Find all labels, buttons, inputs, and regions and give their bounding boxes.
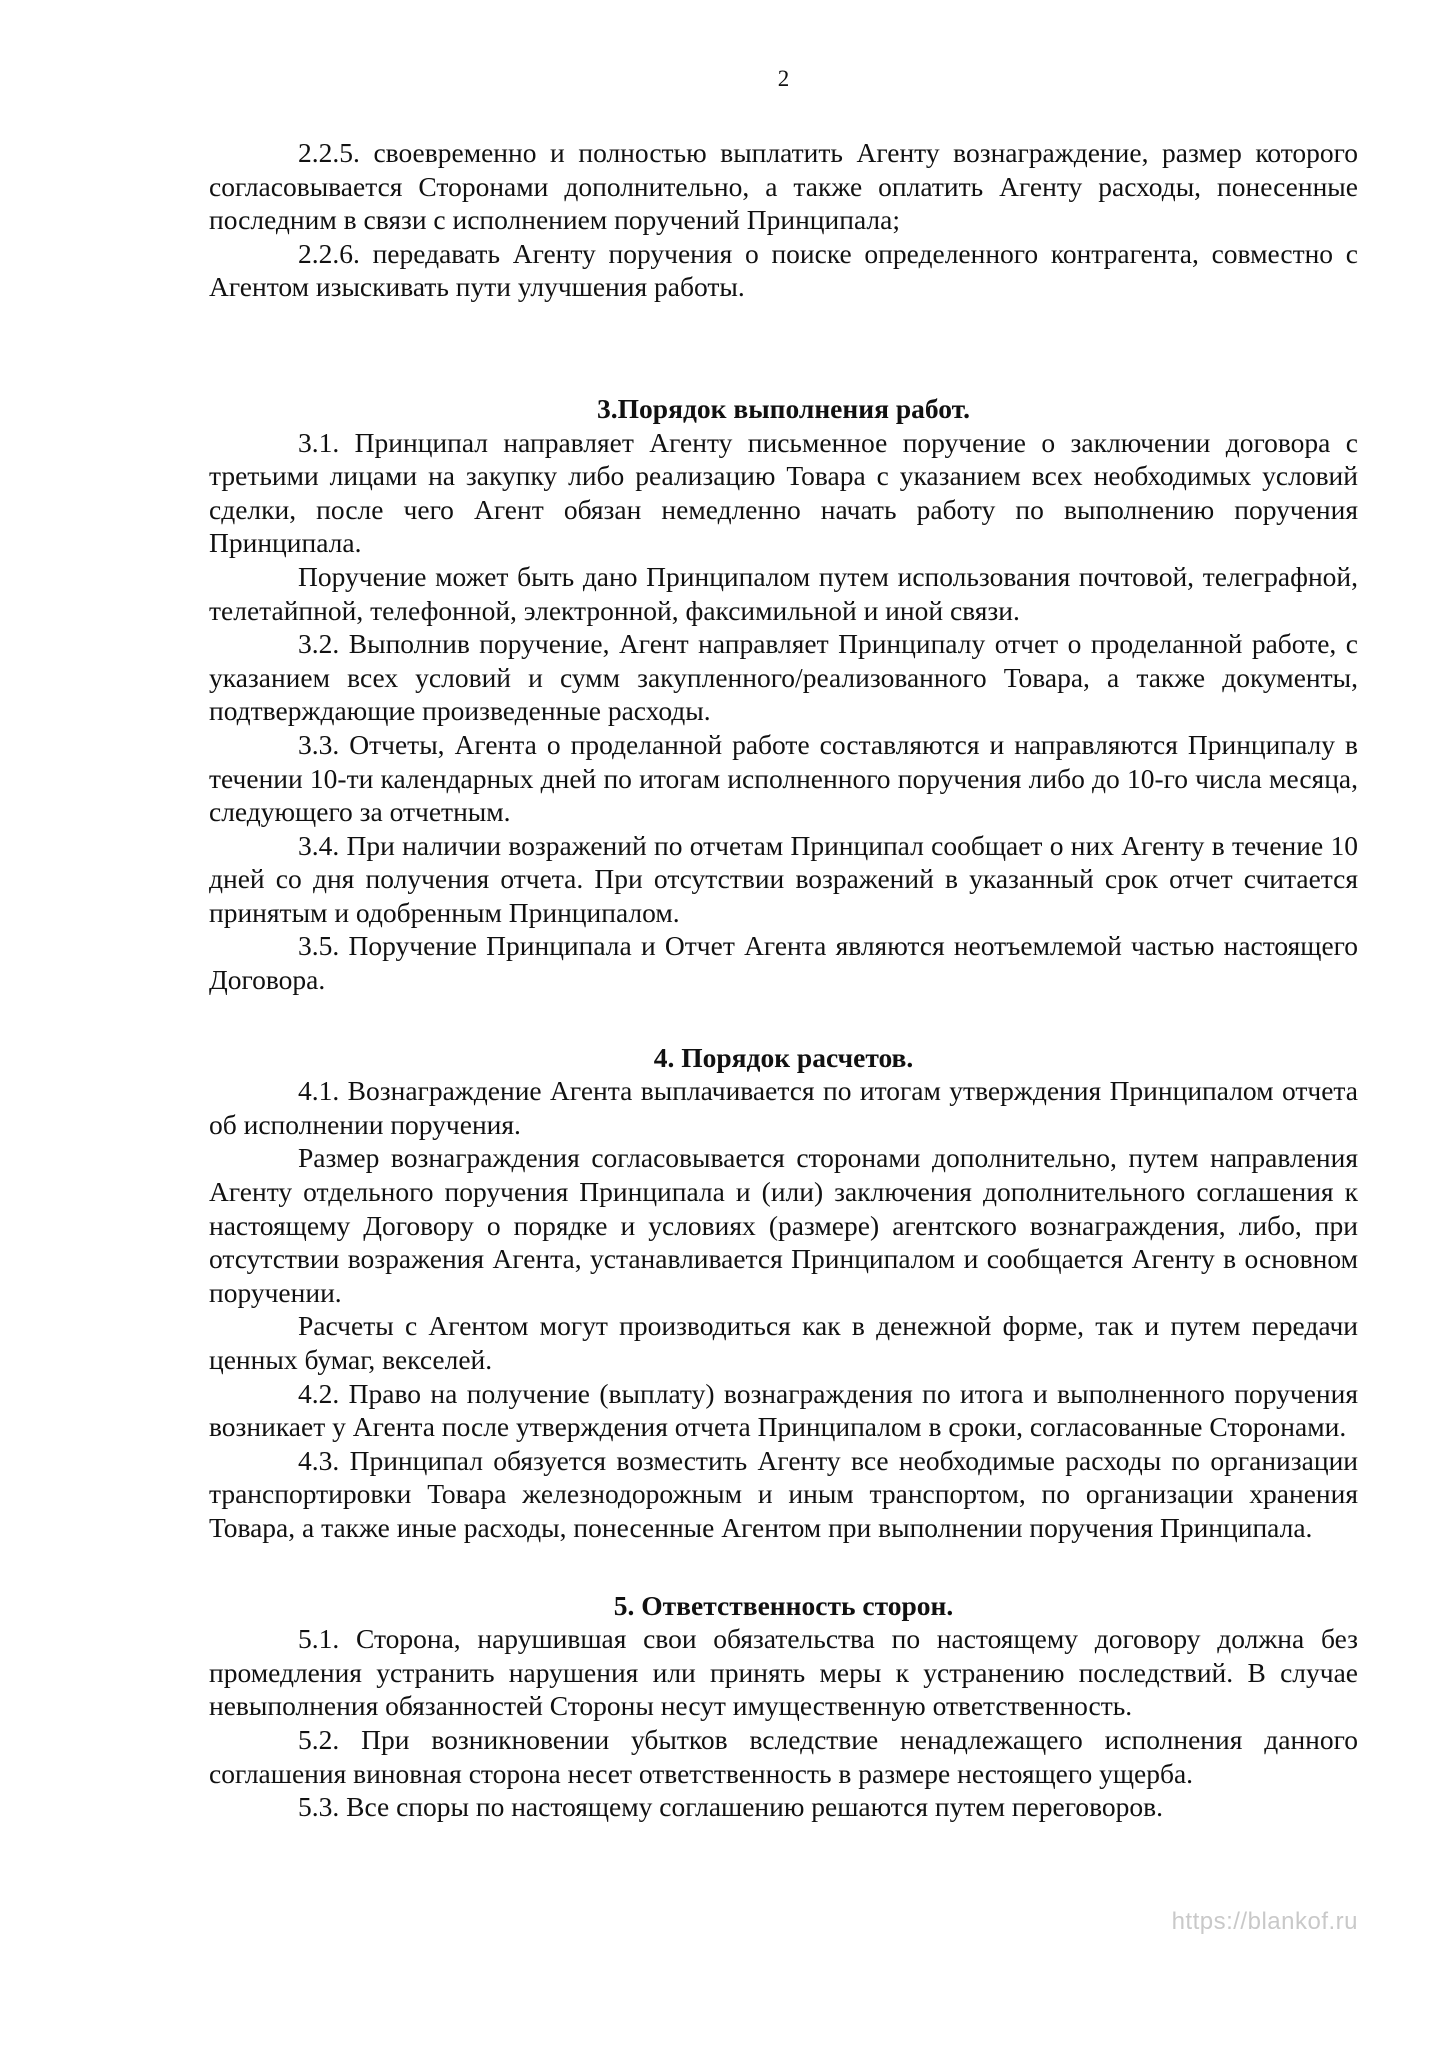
spacer [209,304,1358,392]
paragraph-3-5: 3.5. Поручение Принципала и Отчет Агента являются неотъемлемой частью настоящего Договора. [209,930,1358,996]
page-number: 2 [777,66,790,91]
paragraph-4-2: 4.2. Право на получение (выплату) вознаграждения по итога и выполненного поручения возникает у Агента после утверждения отчета Принципалом в сроки, согласованные Сторонами. [209,1377,1358,1443]
section-3-title: 3.Порядок выполнения работ. [597,392,970,424]
paragraph-5-1: 5.1. Сторона, нарушившая свои обязательства по настоящему договору должна без промедления устранить нарушения или принять меры к устранению последствий. В случае невыполнения обязанностей Стороны несут имущественную ответственность. [209,1623,1358,1722]
paragraph-2-2-6: 2.2.6. передавать Агенту поручения о поиске определенного контрагента, совместно с Агентом изыскивать пути улучшения работы. [209,237,1358,303]
paragraph-2-2-5: 2.2.5. своевременно и полностью выплатить Агенту вознаграждение, размер которого согласовывается Сторонами дополнительно, а также оплатить Агенту расходы, понесенные последним в связи с исполнением поручений Принципала; [209,137,1358,236]
paragraph-4-1: 4.1. Вознаграждение Агента выплачивается по итогам утверждения Принципалом отчета об исполнении поручения. [209,1075,1358,1140]
watermark-link: https://blankof.ru [1171,1908,1358,1935]
paragraph-3-1: 3.1. Принципал направляет Агенту письменное поручение о заключении договора с третьими лицами на закупку либо реализацию Товара с указанием всех необходимых условий сделки, после чего Агент обязан немедленно начать работу по выполнению поручения Принципала. [209,426,1358,559]
paragraph-3-1-note: Поручение может быть дано Принципалом путем использования почтовой, телеграфной, телетайпной, телефонной, электронной, факсимильной и иной связи. [209,560,1358,626]
paragraph-5-2: 5.2. При возникновении убытков вследствие ненадлежащего исполнения данного соглашения виновная сторона несет ответственность в размере нестоящего ущерба. [209,1723,1358,1789]
paragraph-3-4: 3.4. При наличии возражений по отчетам Принципал сообщает о них Агенту в течение 10 дней со дня получения отчета. При отсутствии возражений в указанный срок отчет считается принятым и одобренным Принципалом. [209,829,1358,928]
paragraph-5-3: 5.3. Все споры по настоящему соглашению решаются путем переговоров. [298,1791,1163,1823]
spacer [209,1545,1358,1589]
section-4-title: 4. Порядок расчетов. [653,1041,914,1073]
document-body [209,136,1358,1824]
paragraph-3-2: 3.2. Выполнив поручение, Агент направляет Принципалу отчет о проделанной работе, с указанием всех условий и сумм закупленного/реализованного Товара, а также документы, подтверждающие произведенные расходы. [209,628,1358,727]
section-5-title: 5. Ответственность сторон. [613,1589,954,1621]
spacer [209,997,1358,1041]
paragraph-4-1-size: Размер вознаграждения согласовывается сторонами дополнительно, путем направления Агенту отдельного поручения Принципала и (или) заключения дополнительного соглашения к настоящему Договору о порядке и условиях (размере) агентского вознаграждения, либо, при отсутствии возражения Агента, устанавливается Принципалом и сообщается Агенту в основном поручении. [209,1142,1358,1308]
paragraph-3-3: 3.3. Отчеты, Агента о проделанной работе составляются и направляются Принципалу в течении 10-ти календарных дней по итогам исполненного поручения либо до 10-го числа месяца, следующего за отчетным. [209,728,1358,828]
paragraph-4-1-payments: Расчеты с Агентом могут производиться как в денежной форме, так и путем передачи ценных бумаг, векселей. [209,1310,1358,1375]
paragraph-4-3: 4.3. Принципал обязуется возместить Агенту все необходимые расходы по организации транспортировки Товара железнодорожным и иным транспортом, по организации хранения Товара, а также иные расходы, понесенные Агентом при выполнении поручения Принципала. [209,1444,1358,1543]
